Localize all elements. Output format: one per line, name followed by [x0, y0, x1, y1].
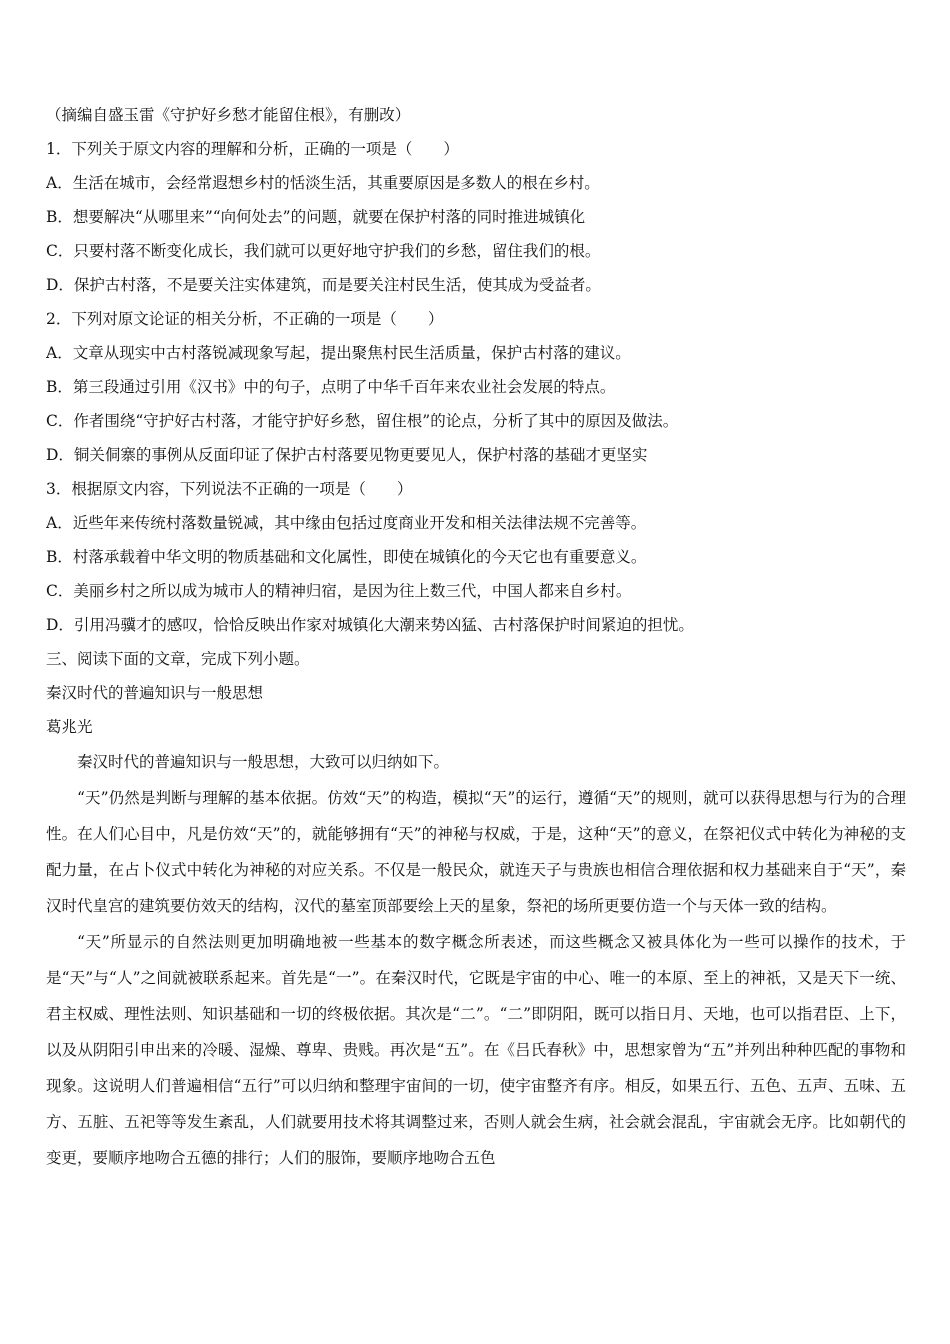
document-page	[46, 98, 906, 1176]
option-b: B．村落承载着中华文明的物质基础和文化属性，即使在城镇化的今天它也有重要意义。	[46, 548, 647, 566]
article-author: 葛兆光	[46, 718, 93, 736]
option-c: C．只要村落不断变化成长，我们就可以更好地守护我们的乡愁，留住我们的根。	[46, 242, 601, 260]
question-3	[46, 472, 906, 642]
source-note: （摘编自盛玉雷《守护好乡愁才能留住根》，有删改）	[46, 106, 411, 124]
question-stem: 2．下列对原文论证的相关分析，不正确的一项是（ ）	[46, 310, 444, 328]
question-1	[46, 132, 906, 302]
option-d: D．铜关侗寨的事例从反面印证了保护古村落要见物更要见人，保护村落的基础才更坚实	[46, 446, 648, 464]
option-a: A．近些年来传统村落数量锐减，其中缘由包括过度商业开发和相关法律法规不完善等。	[46, 514, 647, 532]
option-a: A．生活在城市，会经常遐想乡村的恬淡生活，其重要原因是多数人的根在乡村。	[46, 174, 600, 192]
option-c: C．作者围绕“守护好古村落，才能守护好乡愁，留住根”的论点，分析了其中的原因及做法。	[46, 412, 679, 430]
article-paragraph: 秦汉时代的普遍知识与一般思想，大致可以归纳如下。	[77, 753, 450, 771]
article-paragraph: “天”所显示的自然法则更加明确地被一些基本的数字概念所表述，而这些概念又被具体化为一些可以操作的技术，于是“天”与“人”之间就被联系起来。首先是“一”。在秦汉时代，它既是宇宙的中心、唯一的本原、至上的神祇，又是天下一统、君主权威、理性法则、知识基础和一切的终极依据。其次是“二”。“二”即阴阳，既可以指日月、天地，也可以指君臣、上下，以及从阴阳引申出来的冷暖、湿燥、尊卑、贵贱。再次是“五”。在《吕氏春秋》中，思想家曾为“五”并列出种种匹配的事物和现象。这说明人们普遍相信“五行”可以归纳和整理宇宙间的一切，使宇宙整齐有序。相反，如果五行、五色、五声、五味、五方、五脏、五祀等等发生紊乱，人们就要用技术将其调整过来，否则人就会生病，社会就会混乱，宇宙就会无序。比如朝代的变更，要顺序地吻合五德的排行；人们的服饰，要顺序地吻合五色	[46, 933, 906, 1167]
article-title: 秦汉时代的普遍知识与一般思想	[46, 684, 264, 702]
option-b: B．想要解决“从哪里来”“向何处去”的问题，就要在保护村落的同时推进城镇化	[46, 208, 586, 226]
section-heading: 三、阅读下面的文章，完成下列小题。	[46, 650, 310, 668]
option-c: C．美丽乡村之所以成为城市人的精神归宿，是因为往上数三代，中国人都来自乡村。	[46, 582, 632, 600]
question-stem: 1．下列关于原文内容的理解和分析，正确的一项是（ ）	[46, 140, 459, 158]
question-2	[46, 302, 906, 472]
option-b: B．第三段通过引用《汉书》中的句子，点明了中华千百年来农业社会发展的特点。	[46, 378, 616, 396]
article-paragraph: “天”仍然是判断与理解的基本依据。仿效“天”的构造，模拟“天”的运行，遵循“天”的规则，就可以获得思想与行为的合理性。在人们心目中，凡是仿效“天”的，就能够拥有“天”的神秘与权威，于是，这种“天”的意义，在祭祀仪式中转化为神秘的支配力量，在占卜仪式中转化为神秘的对应关系。不仅是一般民众，就连天子与贵族也相信合理依据和权力基础来自于“天”，秦汉时代皇宫的建筑要仿效天的结构，汉代的墓室顶部要绘上天的星象，祭祀的场所更要仿造一个与天体一致的结构。	[46, 789, 906, 915]
option-d: D．引用冯骥才的感叹，恰恰反映出作家对城镇化大潮来势凶猛、古村落保护时间紧迫的担忧。	[46, 616, 694, 634]
option-a: A．文章从现实中古村落锐减现象写起，提出聚焦村民生活质量，保护古村落的建议。	[46, 344, 631, 362]
option-d: D．保护古村落，不是要关注实体建筑，而是要关注村民生活，使其成为受益者。	[46, 276, 601, 294]
question-stem: 3．根据原文内容，下列说法不正确的一项是（ ）	[46, 480, 413, 498]
article-body	[46, 744, 906, 1176]
